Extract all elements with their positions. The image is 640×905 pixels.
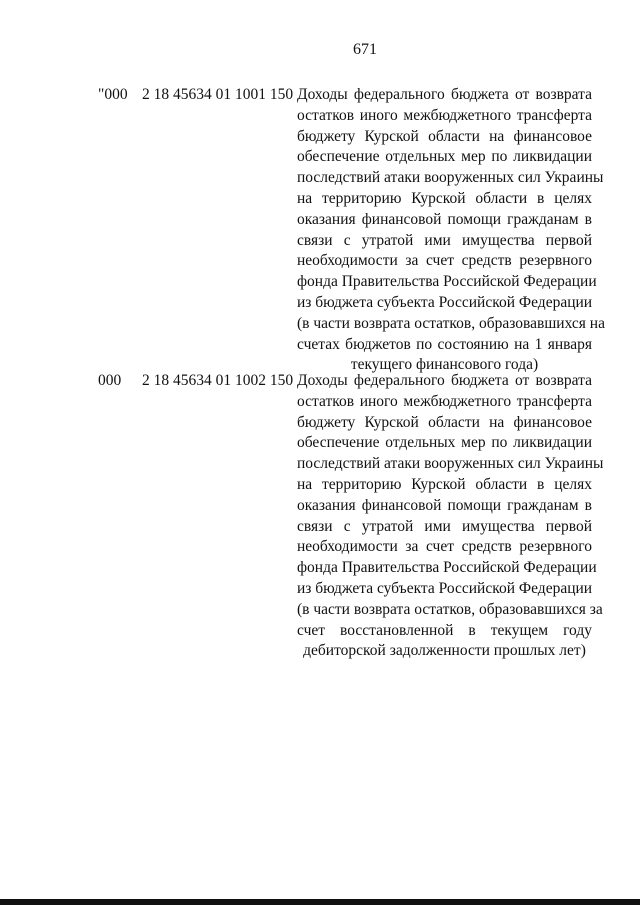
description-line: остатков иного межбюджетного трансферта: [297, 392, 592, 410]
description-line: текущего финансового года): [350, 356, 539, 374]
description-line: бюджету Курской области на финансовое: [297, 127, 592, 145]
description-line: последствий атаки вооруженных сил Украины: [297, 455, 604, 473]
description-line: (в части возврата остатков, образовавшихся за: [297, 600, 603, 618]
description-line: бюджету Курской области на финансовое: [297, 413, 592, 431]
admin-code: "000: [98, 86, 128, 103]
description-line: Доходы федерального бюджета от возврата: [297, 372, 592, 389]
description-line: связи с утратой ими имущества первой: [297, 231, 592, 249]
description-line: дебиторской задолженности прошлых лет): [303, 642, 586, 660]
budget-classification-code: 2 18 45634 01 1002 150: [142, 372, 294, 389]
description-line: фонда Правительства Российской Федерации: [297, 559, 597, 577]
description-line: фонда Правительства Российской Федерации: [297, 273, 597, 291]
description-line: счетах бюджетов по состоянию на 1 января: [297, 335, 592, 353]
description-line: оказания финансовой помощи гражданам в: [297, 210, 592, 228]
description-line: обеспечение отдельных мер по ликвидации: [297, 434, 592, 452]
income-description: [297, 85, 605, 376]
description-line: счет восстановленной в текущем году: [297, 621, 592, 639]
description-line: обеспечение отдельных мер по ликвидации: [297, 148, 592, 166]
description-line: связи с утратой ими имущества первой: [297, 517, 592, 535]
description-line: из бюджета субъекта Российской Федерации: [297, 293, 593, 311]
description-line: остатков иного межбюджетного трансферта: [297, 106, 592, 124]
description-line: необходимости за счет средств резервного: [297, 538, 592, 556]
description-line: необходимости за счет средств резервного: [297, 252, 592, 270]
description-line: (в части возврата остатков, образовавшихся на: [297, 314, 605, 332]
description-line: последствий атаки вооруженных сил Украины: [297, 169, 604, 187]
description-line: на территорию Курской области в целях: [297, 189, 592, 207]
description-line: Доходы федерального бюджета от возврата: [297, 86, 592, 103]
description-line: на территорию Курской области в целях: [297, 475, 592, 493]
income-description: [297, 371, 604, 662]
budget-classification-code: 2 18 45634 01 1001 150: [142, 86, 294, 103]
description-line: из бюджета субъекта Российской Федерации: [297, 579, 593, 597]
scan-bottom-edge: [0, 899, 640, 905]
admin-code: 000: [98, 372, 122, 389]
description-line: оказания финансовой помощи гражданам в: [297, 496, 592, 514]
page-number: 671: [353, 41, 377, 58]
